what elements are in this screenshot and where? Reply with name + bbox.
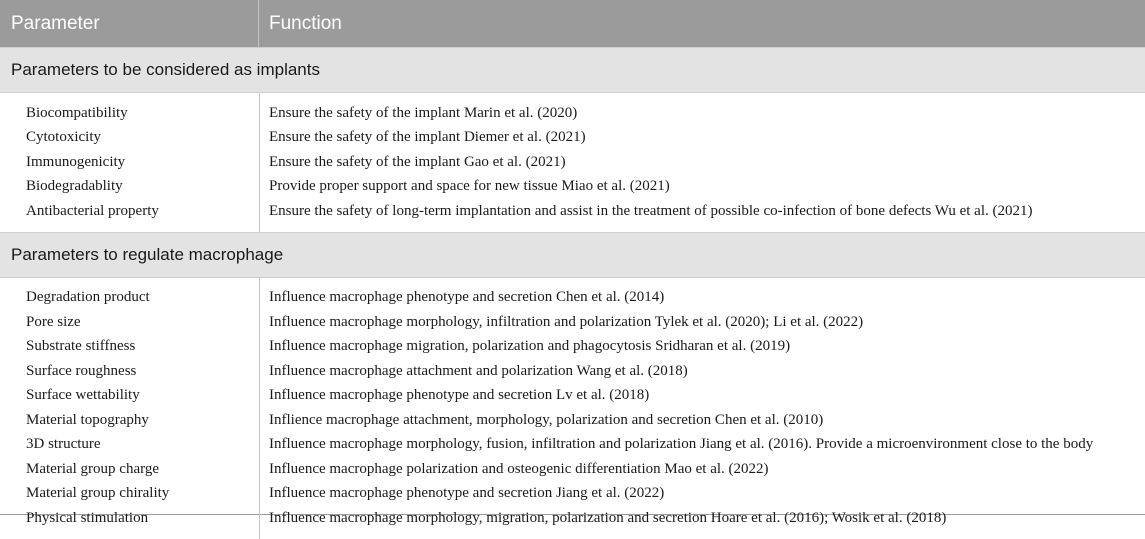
table-header [0,0,1145,47]
cell-parameter: Material topography [26,411,149,428]
table-row [0,335,1145,360]
table-row [0,384,1145,409]
cell-function: Ensure the safety of long-term implantation and assist in the treatment of possible co-infection of bone defects Wu et al. (2021) [269,202,1033,219]
cell-parameter: Surface roughness [26,362,137,379]
table-row [0,286,1145,311]
cell-parameter: Antibacterial property [26,202,159,219]
section-rows [0,93,1145,232]
cell-parameter: Substrate stiffness [26,338,136,355]
table-row [0,359,1145,384]
cell-parameter: Surface wettability [26,387,140,404]
cell-parameter: Immunogenicity [26,153,126,170]
cell-parameter: Biocompatibility [26,104,128,121]
cell-function: Influence macrophage phenotype and secretion Lv et al. (2018) [269,387,650,404]
column-header-function: Function [269,12,342,34]
table-row [0,457,1145,482]
cell-parameter: 3D structure [26,436,101,453]
cell-function: Ensure the safety of the implant Diemer et al. (2021) [269,129,586,146]
cell-function: Influence macrophage morphology, infiltration and polarization Tylek et al. (2020); Li et al. (2022) [269,313,864,330]
cell-function: Influence macrophage morphology, fusion, infiltration and polarization Jiang et al. (2016). Provide a microenvironment close to the body [269,436,1094,453]
cell-parameter: Biodegradablity [26,178,123,195]
table-body [0,47,1145,539]
section-title: Parameters to regulate macrophage [0,232,1145,278]
table-row [0,433,1145,458]
cell-function: Ensure the safety of the implant Gao et al. (2021) [269,153,566,170]
table-row [0,408,1145,433]
cell-parameter: Cytotoxicity [26,129,101,146]
table-row [0,506,1145,531]
cell-function: Influence macrophage attachment and polarization Wang et al. (2018) [269,362,688,379]
cell-parameter: Physical stimulation [26,509,149,526]
cell-function: Influence macrophage phenotype and secretion Chen et al. (2014) [269,289,665,306]
section-rows [0,278,1145,539]
column-divider [259,278,260,539]
cell-parameter: Material group chirality [26,485,170,502]
table-section [0,47,1145,232]
cell-function: Influence macrophage polarization and osteogenic differentiation Mao et al. (2022) [269,460,769,477]
table-row [0,310,1145,335]
cell-function: Influence macrophage morphology, migration, polarization and secretion Hoare et al. (2016); Wosik et al. (2018) [269,509,947,526]
cell-parameter: Material group charge [26,460,160,477]
column-header-parameter: Parameter [0,0,259,47]
section-title: Parameters to be considered as implants [0,47,1145,93]
table-section [0,232,1145,539]
table-row [0,199,1145,224]
cell-function: Inflience macrophage attachment, morphology, polarization and secretion Chen et al. (2010) [269,411,824,428]
cell-function: Ensure the safety of the implant Marin et al. (2020) [269,104,578,121]
cell-function: Influence macrophage migration, polarization and phagocytosis Sridharan et al. (2019) [269,338,791,355]
table-row [0,126,1145,151]
table-row [0,150,1145,175]
column-divider [259,93,260,232]
cell-parameter: Pore size [26,313,81,330]
table-row [0,482,1145,507]
cell-function: Influence macrophage phenotype and secretion Jiang et al. (2022) [269,485,665,502]
cell-function: Provide proper support and space for new tissue Miao et al. (2021) [269,178,670,195]
table-row [0,175,1145,200]
table-row [0,101,1145,126]
cell-parameter: Degradation product [26,289,150,306]
